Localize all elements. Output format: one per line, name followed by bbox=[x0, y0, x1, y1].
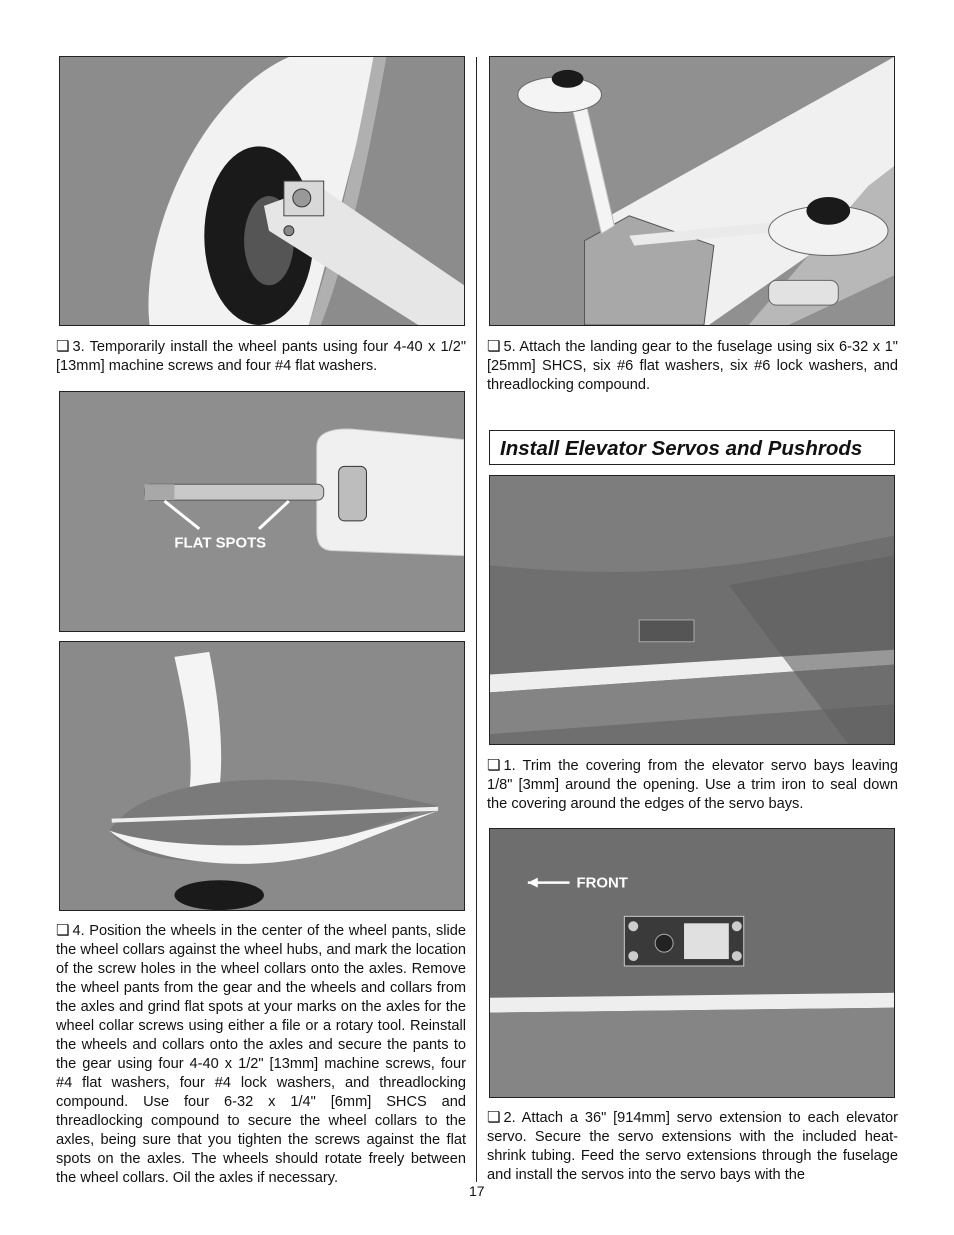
servo-step-1-caption bbox=[487, 756, 898, 814]
step-4-text: 4. Position the wheels in the center of the wheel pants, slide the wheel collars against the wheel hubs, and mark the location of the screw holes in the wheel collars onto the axles. Remove the wheel pants from the gear and the wheels and collars from the axles and grind flat spots at your marks on the axles for the wheel collar screws using either a file or a rotary tool. Reinstall the wheels and collars onto the axles and secure the pants to the gear using four 4-40 x 1/2" [13mm] machine screws, four #4 flat washers, four #4 lock washers, and threadlocking compound. Use four 6-32 x 1/4" [6mm] SHCS and threadlocking compound to secure the wheel collars to the axles, being sure that you tighten the screws against the flat spots on the axles. The wheels should rotate freely between the wheel collars. Oil the axles if necessary. bbox=[56, 923, 466, 1186]
photo-servo-installed bbox=[489, 828, 895, 1098]
photo-wheel-pant-side bbox=[59, 641, 465, 911]
checkbox-icon[interactable]: ❏ bbox=[487, 1109, 501, 1126]
checkbox-icon[interactable]: ❏ bbox=[487, 757, 501, 774]
step-3-caption bbox=[56, 337, 466, 376]
servo-step-2-caption bbox=[487, 1108, 898, 1185]
column-divider bbox=[476, 57, 477, 1182]
photo-servo-bay-opening bbox=[489, 475, 895, 745]
step-3-text: 3. Temporarily install the wheel pants using four 4-40 x 1/2" [13mm] machine screws and four #4 flat washers. bbox=[56, 339, 466, 374]
photo-axle-flat-spots bbox=[59, 391, 465, 632]
step-5-caption bbox=[487, 337, 898, 395]
flat-spots-label: FLAT SPOTS bbox=[174, 535, 267, 552]
servo-step-1-text: 1. Trim the covering from the elevator servo bays leaving 1/8" [3mm] around the opening. Use a trim iron to seal down the covering around the edges of the servo bays. bbox=[487, 758, 898, 812]
photo-landing-gear-fuselage bbox=[489, 56, 895, 326]
checkbox-icon[interactable]: ❏ bbox=[487, 338, 501, 355]
photo-wheel-pant-installed bbox=[59, 56, 465, 326]
step-4-caption bbox=[56, 921, 466, 1188]
section-title: Install Elevator Servos and Pushrods bbox=[489, 430, 895, 465]
step-5-text: 5. Attach the landing gear to the fuselage using six 6-32 x 1" [25mm] SHCS, six #6 flat washers, six #6 lock washers, and threadlocking compound. bbox=[487, 339, 898, 393]
page-number: 17 bbox=[469, 1183, 485, 1199]
front-label: FRONT bbox=[576, 875, 628, 892]
checkbox-icon[interactable]: ❏ bbox=[56, 922, 70, 939]
checkbox-icon[interactable]: ❏ bbox=[56, 338, 70, 355]
servo-step-2-text: 2. Attach a 36" [914mm] servo extension to each elevator servo. Secure the servo extensions with the included heat-shrink tubing. Feed the servo extensions through the fuselage and install the servos into the servo bays with the bbox=[487, 1110, 898, 1183]
